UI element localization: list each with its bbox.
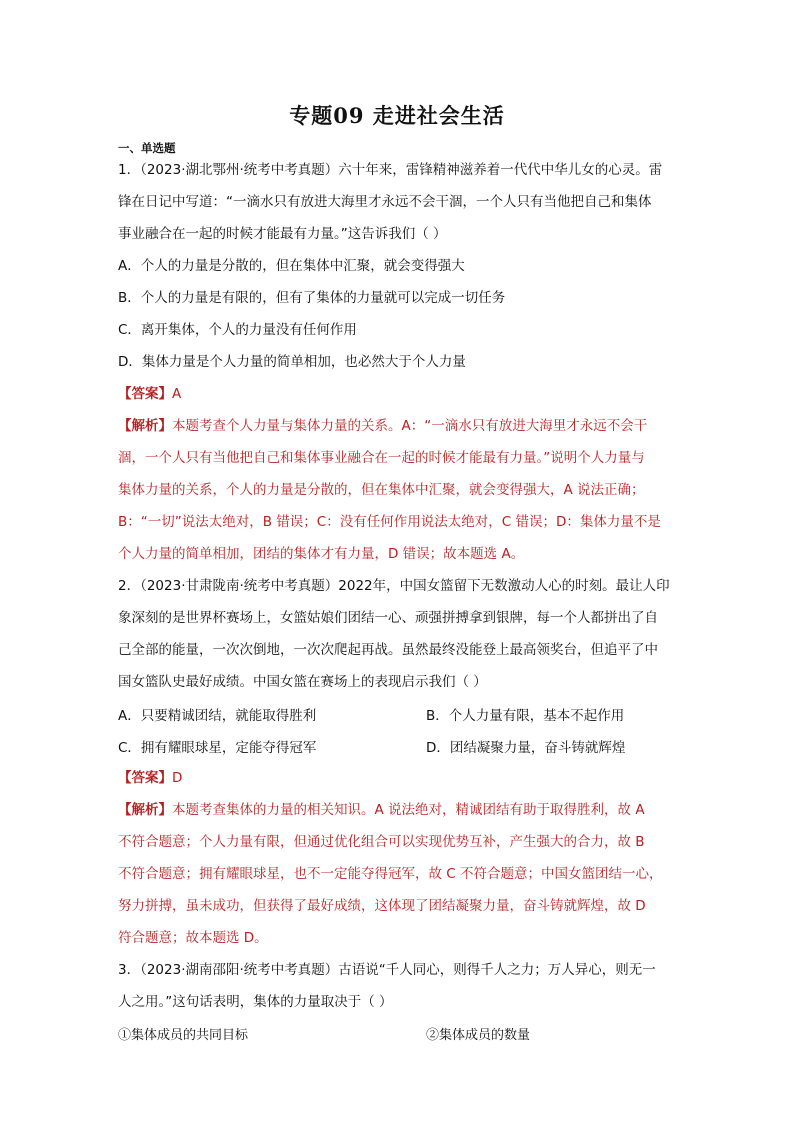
q2-stem-line-2: 象深刻的是世界杯赛场上，女篮姑娘们团结一心、顽强拼搏拿到银牌，每一个人都拼出了自 [118,610,658,626]
q2-answer [118,768,182,788]
q1-option-b: B．个人的力量是有限的，但有了集体的力量就可以完成一切任务 [118,290,506,306]
answer-label: 【答案】 [118,386,172,402]
q1-explanation-line-1 [118,416,647,436]
explanation-label: 【解析】 [118,802,172,818]
q3-stem-line-1: 3．（2023·湖南邵阳·统考中考真题）古语说“千人同心，则得千人之力；万人异心，则无一 [118,962,656,978]
q1-explanation-line-2: 涸，一个人只有当他把自己和集体事业融合在一起的时候才能最有力量。”说明个人力量与 [118,450,645,466]
q2-option-d: D．团结凝聚力量，奋斗铸就辉煌 [426,740,626,756]
q1-option-d: D．集体力量是个人力量的简单相加，也必然大于个人力量 [118,354,466,370]
q1-stem-line-2: 锋在日记中写道：“一滴水只有放进大海里才永远不会干涸，一个人只有当他把自己和集体 [118,194,652,210]
q1-stem-line-3: 事业融合在一起的时候才能最有力量。”这告诉我们（ ） [118,226,447,242]
q2-explanation-line-2: 不符合题意；个人力量有限，但通过优化组合可以实现优势互补，产生强大的合力，故 B [118,834,645,850]
page-title: 专题09 走进社会生活 [289,103,505,128]
q3-option-1: ①集体成员的共同目标 [118,1028,249,1043]
q1-option-c: C．离开集体，个人的力量没有任何作用 [118,322,357,338]
answer-value: D [172,770,183,786]
q2-stem-line-3: 己全部的能量，一次次倒地，一次次爬起再战。虽然最终没能登上最高领奖台，但追平了中 [118,642,658,658]
q2-stem-line-1: 2．（2023·甘肃陇南·统考中考真题）2022年，中国女篮留下无数激动人心的时刻。最让人印 [118,578,670,594]
q1-explanation-line-4: B：“一切”说法太绝对，B 错误；C：没有任何作用说法太绝对，C 错误；D：集体力量不是 [118,514,661,530]
q2-stem-line-4: 国女篮队史最好成绩。中国女篮在赛场上的表现启示我们（ ） [118,674,487,690]
q1-stem-line-1: 1．（2023·湖北鄂州·统考中考真题）六十年来，雷锋精神滋养着一代代中华儿女的心灵。雷 [118,162,663,178]
q2-explanation-line-3: 不符合题意；拥有耀眼球星，也不一定能夺得冠军，故 C 不符合题意；中国女篮团结一心， [118,866,663,882]
section-heading: 一、单选题 [118,141,176,155]
q2-explanation-line-4: 努力拼搏，虽未成功，但获得了最好成绩，这体现了团结凝聚力量，奋斗铸就辉煌，故 D [118,898,646,914]
q1-explanation-line-3: 集体力量的关系，个人的力量是分散的，但在集体中汇聚，就会变得强大，A 说法正确； [118,482,645,498]
q2-option-b: B．个人力量有限，基本不起作用 [426,708,625,724]
answer-value: A [172,386,182,402]
q2-option-a: A．只要精诚团结，就能取得胜利 [118,708,317,724]
answer-label: 【答案】 [118,770,172,786]
q2-explanation-line-5: 符合题意；故本题选 D。 [118,930,268,946]
q3-stem-line-2: 人之用。”这句话表明，集体的力量取决于（ ） [118,994,393,1010]
explanation-label: 【解析】 [118,418,172,434]
q1-answer [118,384,181,404]
q2-explanation-line-1 [118,800,645,820]
q1-option-a: A．个人的力量是分散的，但在集体中汇聚，就会变得强大 [118,258,465,274]
q3-option-2: ②集体成员的数量 [426,1028,531,1043]
q1-explanation-line-5: 个人力量的简单相加，团结的集体才有力量，D 错误；故本题选 A。 [118,546,525,562]
explanation-text: 本题考查集体的力量的相关知识。A 说法绝对，精诚团结有助于取得胜利，故 A [172,802,645,818]
explanation-text: 本题考查个人力量与集体力量的关系。A：“一滴水只有放进大海里才永远不会干 [172,418,648,434]
q2-option-c: C．拥有耀眼球星，定能夺得冠军 [118,740,317,756]
